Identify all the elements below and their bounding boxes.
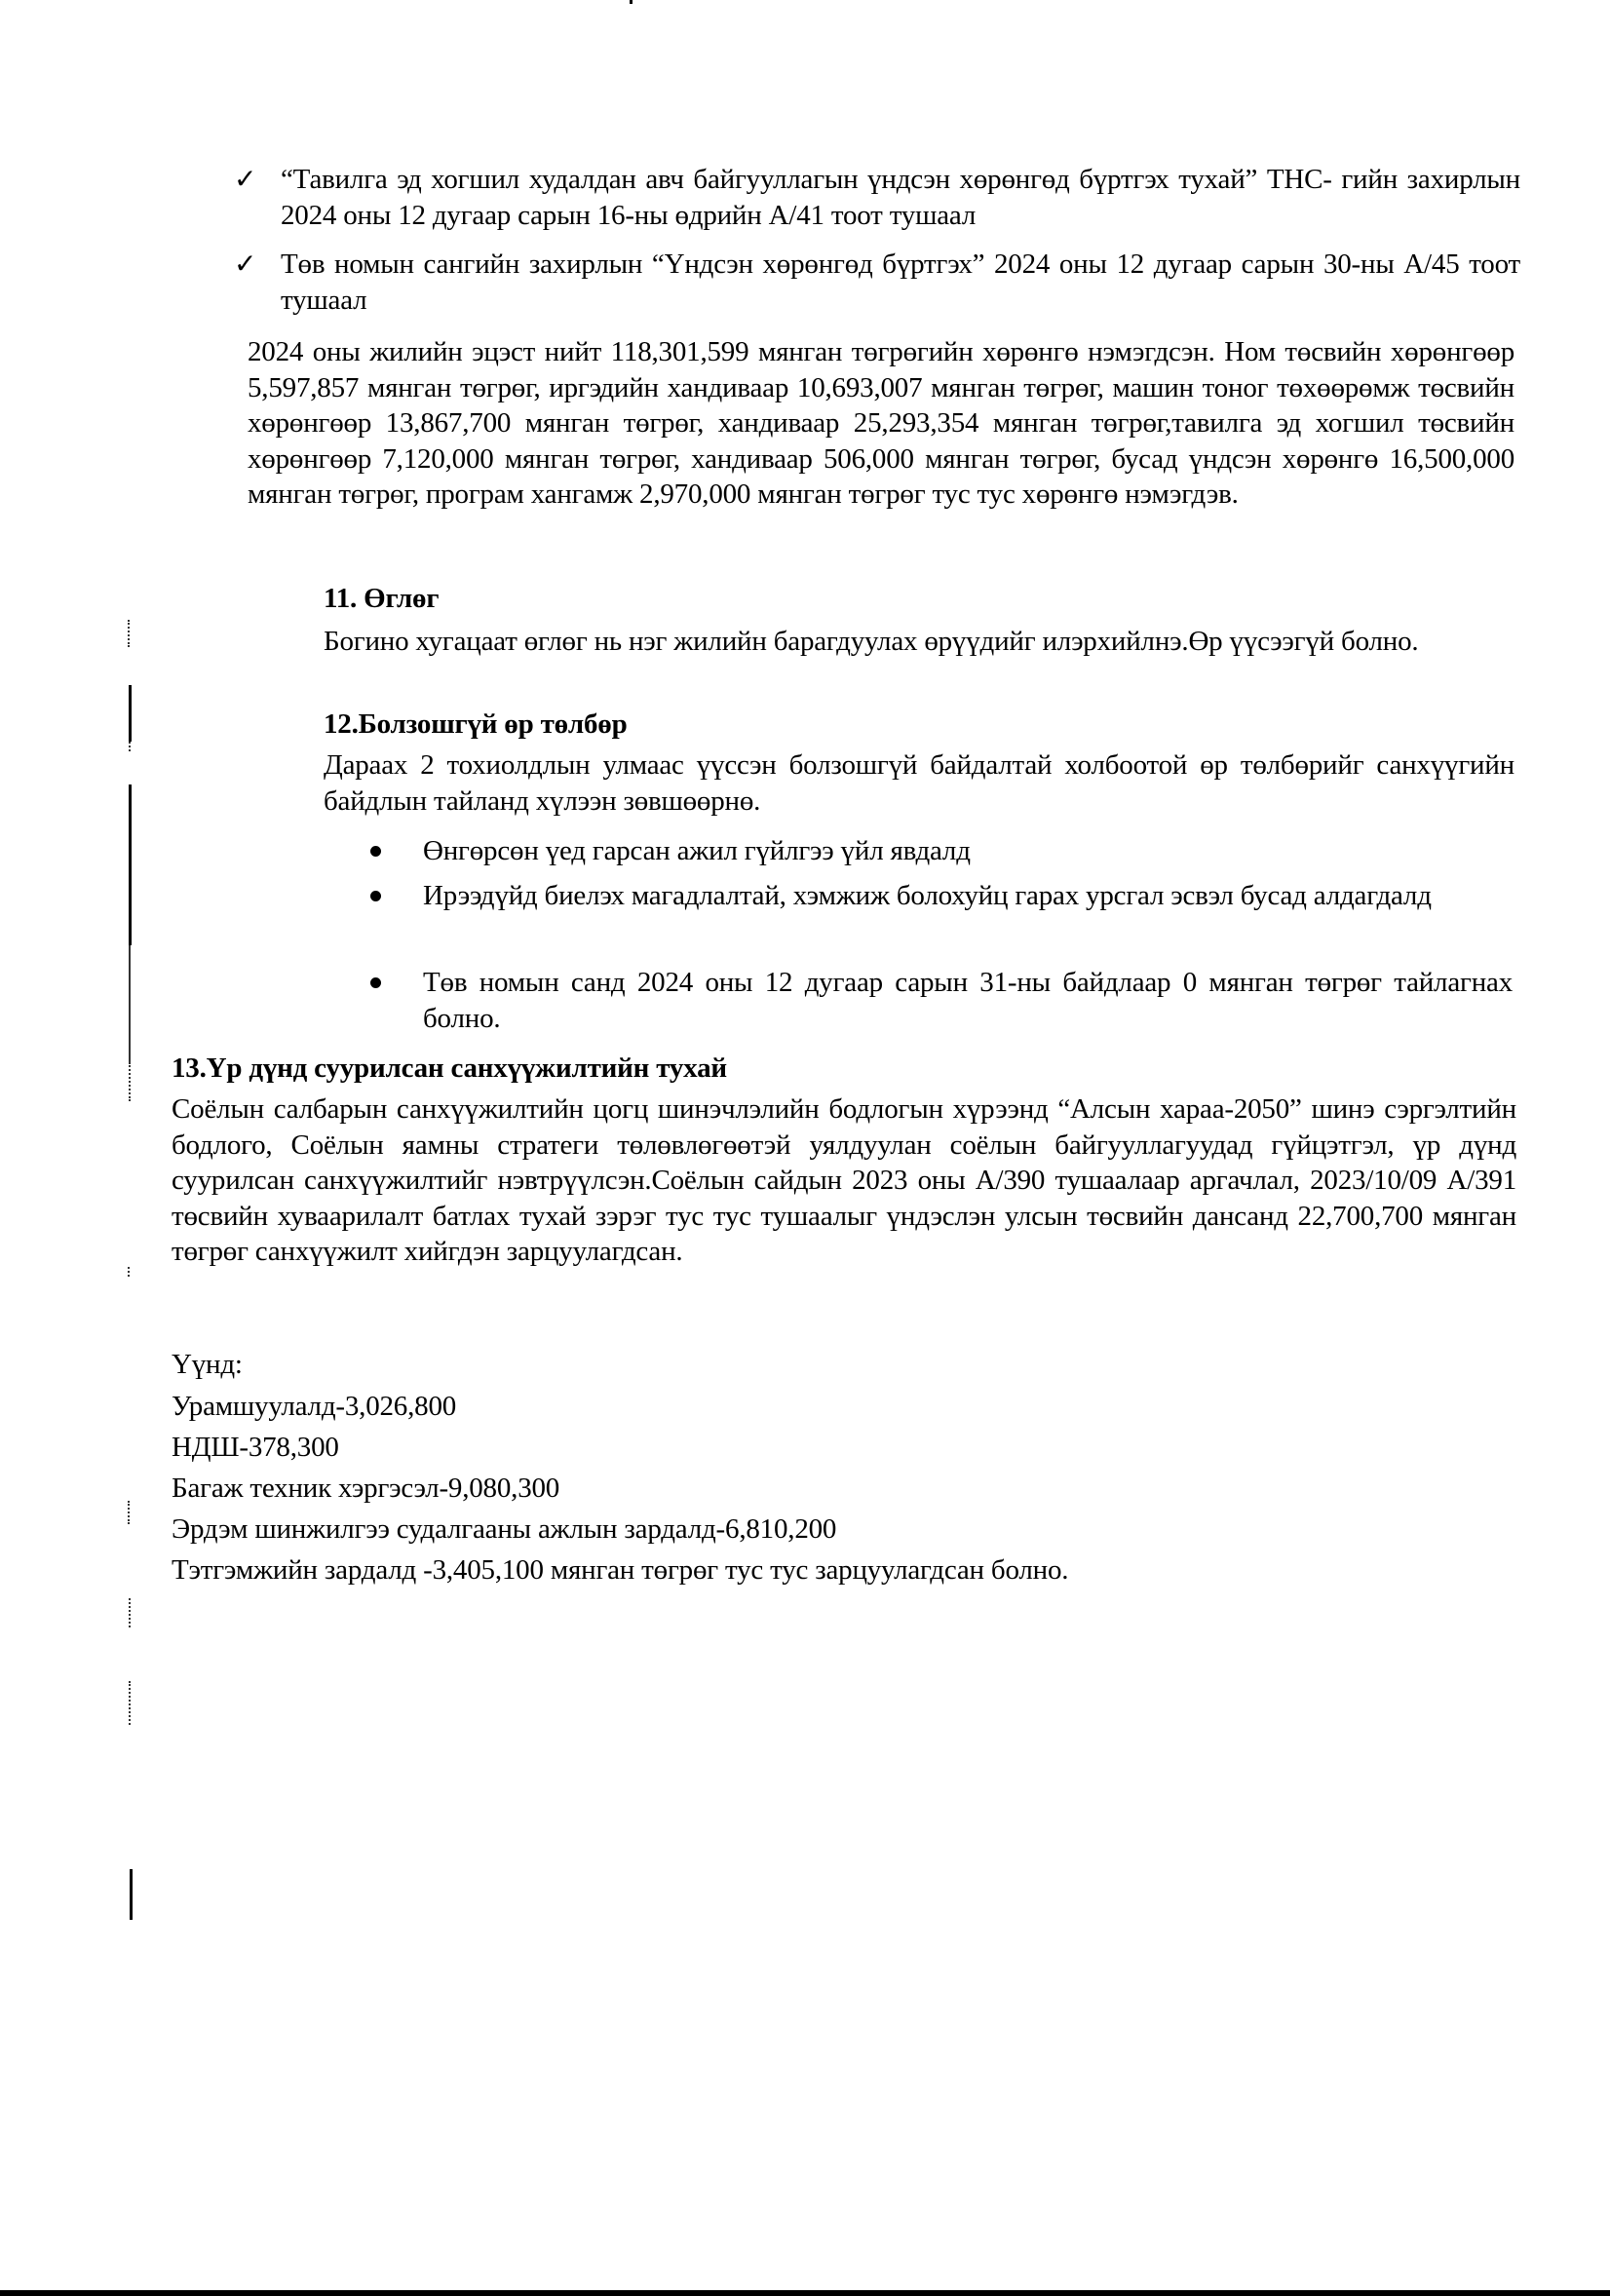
scan-artifact-mark <box>129 685 132 742</box>
assets-paragraph: 2024 оны жилийн эцэст нийт 118,301,599 мянган төгрөгийн хөрөнгө нэмэгдсэн. Ном төсвийн хөрөнгөөр 5,597,857 мянган төгрөг, иргэдийн хандиваар 10,693,007 мянган төгрөг, машин тоног төхөөрөмж төсвийн хөрөнгөөр 13,867,700 мянган төгрөг, хандиваар 25,293,354 мянган төгрөг,тавилга эд хогшил төсвийн хөрөнгөөр 7,120,000 мянган төгрөг, хандиваар 506,000 мянган төгрөг, бусад үндсэн хөрөнгө 16,500,000 мянган төгрөг, програм хангамж 2,970,000 мянган төгрөг тус тус хөрөнгө нэмэгдэв. <box>248 336 1514 510</box>
scan-artifact-mark <box>128 1267 130 1277</box>
funding-item: Эрдэм шинжилгээ судалгааны ажлын зардалд-6,810,200 <box>172 1513 837 1545</box>
bullet-icon <box>370 846 381 857</box>
section-13-body: Соёлын салбарын санхүүжилтийн цогц шинэчлэлийн бодлогын хүрээнд “Алсын хараа-2050” шинэ сэргэлтийн бодлого, Соёлын яамны стратеги төлөвлөгөөтэй уялдуулан соёлын байгууллагуудад гүйцэтгэл, үр дүнд суурилсан санхүүжилтийг нэвтрүүлсэн.Соёлын сайдын 2023 оны А/390 тушаалаар аргачлал, 2023/10/09 А/391 төсвийн хуваарилалт батлах тухай зэрэг тус тус тушаалыг үндэслэн улсын төсвийн дансанд 22,700,700 мянган төгрөг санхүүжилт хийгдэн зарцуулагдсан. <box>172 1093 1516 1267</box>
scan-artifact-mark <box>129 1681 131 1725</box>
scan-bottom-edge <box>0 2290 1610 2296</box>
checklist-item <box>234 162 1520 233</box>
funding-item: Тэтгэмжийн зардалд -3,405,100 мянган төгрөг тус тус зарцуулагдсан болно. <box>172 1554 1069 1586</box>
checklist-item-text: Төв номын сангийн захирлын “Үндсэн хөрөнгөд бүртгэх” 2024 оны 12 дугаар сарын 30-ны А/45 тоот тушаал <box>281 249 1520 316</box>
list-item-text: Төв номын санд 2024 оны 12 дугаар сарын 31-ны байдлаар 0 мянган төгрөг тайлагнах болно. <box>423 967 1513 1034</box>
of-which-label: Үүнд: <box>172 1349 243 1380</box>
section-12-body: Дараах 2 тохиолдлын улмаас үүссэн болзошгүй байдалтай холбоотой өр төлбөрийг санхүүгийн байдлын тайланд хүлээн зөвшөөрнө. <box>324 749 1514 817</box>
list-item-text: Ирээдүйд биелэх магадлалтай, хэмжиж болохуйц гарах урсгал эсвэл бусад алдагдалд <box>423 880 1432 911</box>
funding-item: Урамшуулалд-3,026,800 <box>172 1391 457 1422</box>
checkmark-icon: ✓ <box>234 248 257 280</box>
scan-artifact-mark <box>130 1869 133 1920</box>
section-12-heading: 12.Болзошгүй өр төлбөр <box>324 708 628 740</box>
bullet-icon <box>370 977 381 988</box>
section-11-heading: 11. Өглөг <box>324 583 440 614</box>
list-item <box>370 965 1513 1036</box>
checklist-item <box>234 247 1520 318</box>
checklist-item-text: “Тавилга эд хогшил худалдан авч байгууллагын үндсэн хөрөнгөд бүртгэх тухай” ТНС- гийн захирлын 2024 оны 12 дугаар сарын 16-ны өдрийн А/41 тоот тушаал <box>281 164 1520 231</box>
checkmark-icon: ✓ <box>234 163 257 195</box>
funding-item: Багаж техник хэргэсэл-9,080,300 <box>172 1473 560 1504</box>
funding-item: НДШ-378,300 <box>172 1432 339 1463</box>
list-item-text: Өнгөрсөн үед гарсан ажил гүйлгээ үйл явдалд <box>423 835 971 866</box>
list-item <box>370 833 1513 869</box>
scan-artifact-mark <box>129 945 131 1062</box>
scan-artifact-mark <box>128 1501 130 1524</box>
section-11-body: Богино хугацаат өглөг нь нэг жилийн барагдуулах өрүүдийг илэрхийлнэ.Өр үүсээгүй болно. <box>324 626 1419 657</box>
scan-artifact-mark <box>630 0 632 4</box>
scan-artifact-mark <box>129 1062 131 1101</box>
scan-artifact-mark <box>129 784 132 945</box>
bullet-icon <box>370 891 381 901</box>
scan-artifact-mark <box>128 620 130 647</box>
scan-artifact-mark <box>129 1598 131 1627</box>
section-13-heading: 13.Үр дүнд суурилсан санхүүжилтийн тухай <box>172 1052 727 1084</box>
list-item <box>370 878 1513 914</box>
scan-artifact-mark <box>129 742 131 751</box>
